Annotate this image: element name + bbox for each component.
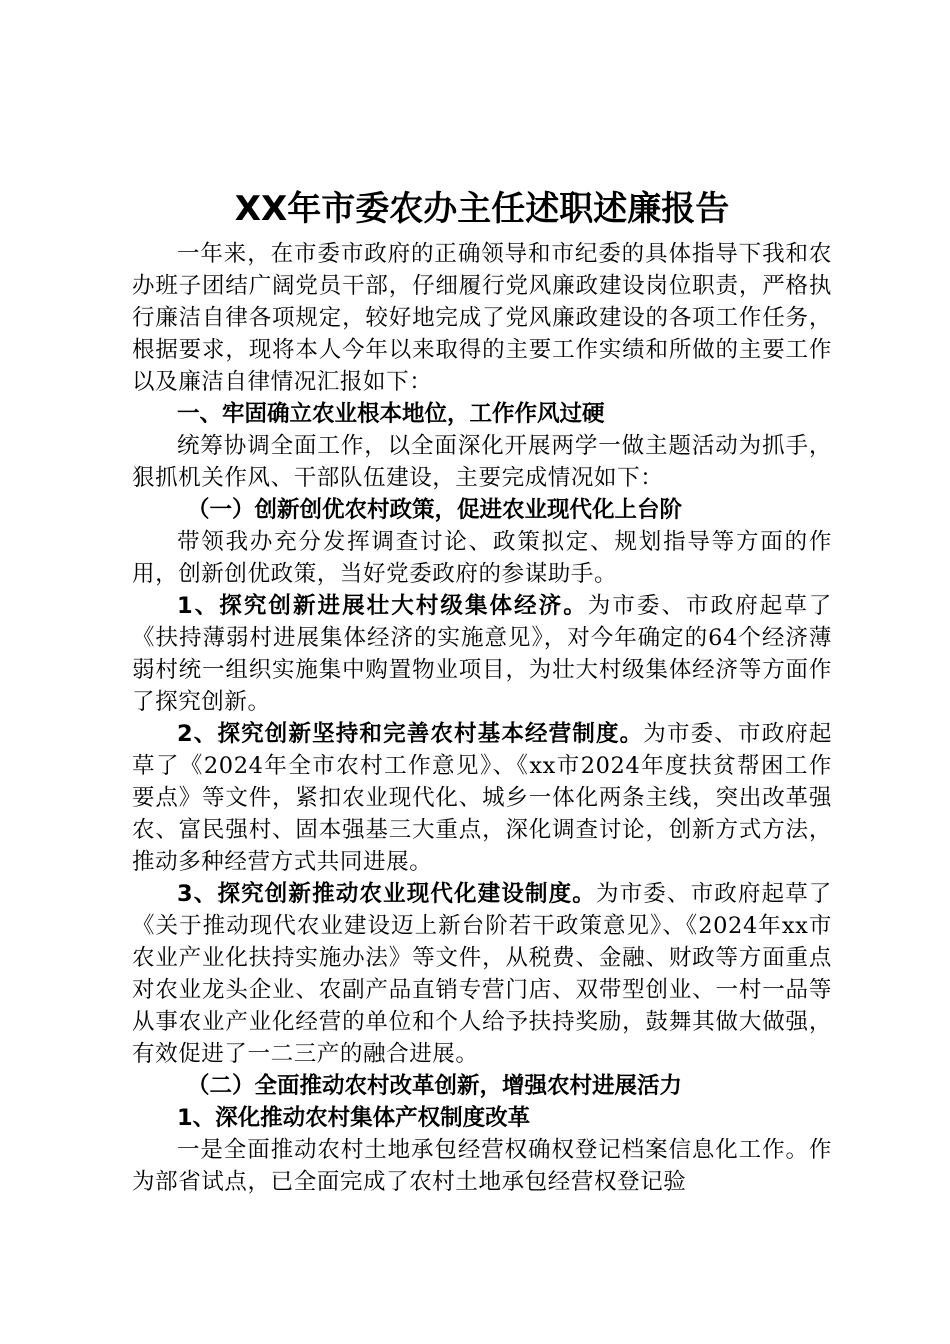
item-1-text: 为市委、市政府起草了《扶持薄弱村进展集体经济的实施意见》，对今年确定的64个经济薄弱村统一组织实施集中购置物业项目，为壮大村级集体经济等方面作了探究创新。 [132, 593, 832, 715]
intro-paragraph: 一年来，在市委市政府的正确领导和市纪委的具体指导下我和农办班子团结广阔党员干部，仔细履行党风廉政建设岗位职责，严格执行廉洁自律各项规定，较好地完成了党风廉政建设的各项工作任务，根据要求，现将本人今年以来取得的主要工作实绩和所做的主要工作以及廉洁自律情况汇报如下： [132, 241, 832, 395]
item-2-lead: 2、探究创新坚持和完善农村基本经营制度。 [177, 721, 644, 747]
subsection-2-heading: （二）全面推动农村改革创新，增强农村进展活力 [187, 1073, 683, 1099]
subsection-1-paragraph: 带领我办充分发挥调查讨论、政策拟定、规划指导等方面的作用，创新创优政策，当好党委政府的参谋助手。 [132, 529, 832, 587]
item-1-lead: 1、探究创新进展壮大村级集体经济。 [177, 593, 588, 619]
subsection-2-item-1-heading: 1、深化推动农村集体产权制度改革 [177, 1105, 531, 1131]
section-1-heading: 一、牢固确立农业根本地位，工作作风过硬 [177, 401, 605, 427]
item-3-paragraph [132, 878, 832, 1070]
item-3-text: 为市委、市政府起草了《关于推动现代农业建设迈上新台阶若干政策意见》、《2024年xx市农业产业化扶持实施办法》等文件，从税费、金融、财政等方面重点对农业龙头企业、农副产品直销专营门店、双带型创业、一村一品等从事农业产业化经营的单位和个人给予扶持奖励，鼓舞其做大做强，有效促进了一二三产的融合进展。 [132, 881, 832, 1067]
document-title: XX年市委农办主任述职述廉报告 [234, 189, 730, 229]
item-3-lead: 3、探究创新推动农业现代化建设制度。 [177, 881, 596, 907]
item-2-paragraph [132, 718, 832, 878]
subsection-1-heading: （一）创新创优农村政策，促进农业现代化上台阶 [187, 497, 683, 523]
item-1-paragraph [132, 590, 832, 718]
item-2-text: 为市委、市政府起草了《2024年全市农村工作意见》、《xx市2024年度扶贫帮困工作要点》等文件，紧扣农业现代化、城乡一体化两条主线，突出改革强农、富民强村、固本强基三大重点，深化调查讨论，创新方式方法，推动多种经营方式共同进展。 [132, 721, 832, 875]
document-page [132, 184, 832, 1198]
section-1-paragraph: 统筹协调全面工作，以全面深化开展两学一做主题活动为抓手，狠抓机关作风、干部队伍建设，主要完成情况如下： [132, 433, 832, 491]
subsection-2-item-1-paragraph: 一是全面推动农村土地承包经营权确权登记档案信息化工作。作为部省试点，已全面完成了农村土地承包经营权登记验 [132, 1137, 832, 1195]
